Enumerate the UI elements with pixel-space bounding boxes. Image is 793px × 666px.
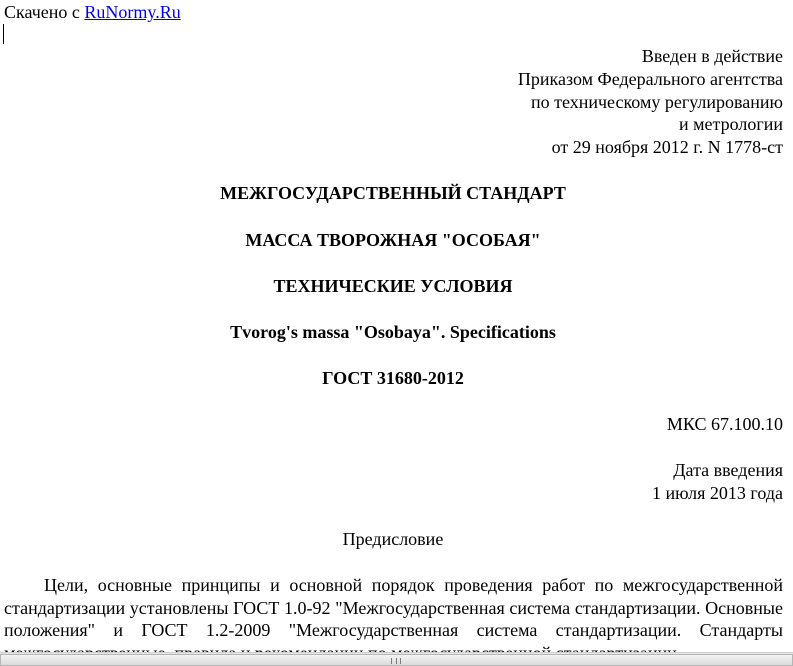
title-ru-heading: МАССА ТВОРОЖНАЯ "ОСОБАЯ" — [245, 230, 541, 250]
source-link[interactable]: RuNormy.Ru — [84, 2, 181, 22]
intro-date-value: 1 июля 2013 года — [652, 483, 783, 503]
intro-date-label: Дата введения — [673, 460, 783, 480]
mks-code: МКС 67.100.10 — [666, 414, 783, 434]
enactment-line: от 29 ноября 2012 г. N 1778-ст — [551, 137, 783, 158]
source-prefix: Скачено с — [4, 2, 85, 22]
subtitle-ru-heading: ТЕХНИЧЕСКИЕ УСЛОВИЯ — [273, 276, 513, 296]
horizontal-scrollbar[interactable] — [0, 652, 793, 666]
enactment-line: Введен в действие — [641, 46, 783, 66]
enactment-line: Приказом Федерального агентства — [517, 68, 783, 89]
standard-type-heading: МЕЖГОСУДАРСТВЕННЫЙ СТАНДАРТ — [220, 183, 566, 203]
source-line — [4, 1, 181, 23]
enactment-block — [518, 45, 783, 159]
intro-date-block — [652, 459, 783, 505]
title-en-heading: Tvorog's massa "Osobaya". Specifications — [230, 322, 556, 342]
text-cursor — [3, 24, 4, 44]
preface-heading: Предисловие — [342, 529, 444, 549]
gost-number-heading: ГОСТ 31680-2012 — [322, 368, 464, 388]
scrollbar-thumb[interactable] — [0, 654, 793, 666]
preface-paragraph: Цели, основные принципы и основной порядок проведения работ по межгосударственной стандартизации установлены ГОСТ 1.0-92 "Межгосударственная система стандартизации. Основные положения" и ГОСТ 1.2-2009 "Межгосударственная система стандартизации. Стандарты — [4, 575, 783, 640]
enactment-line: и метрологии — [679, 114, 783, 135]
enactment-line: по техническому регулированию — [530, 91, 783, 112]
scrollbar-grip-icon — [391, 658, 401, 664]
